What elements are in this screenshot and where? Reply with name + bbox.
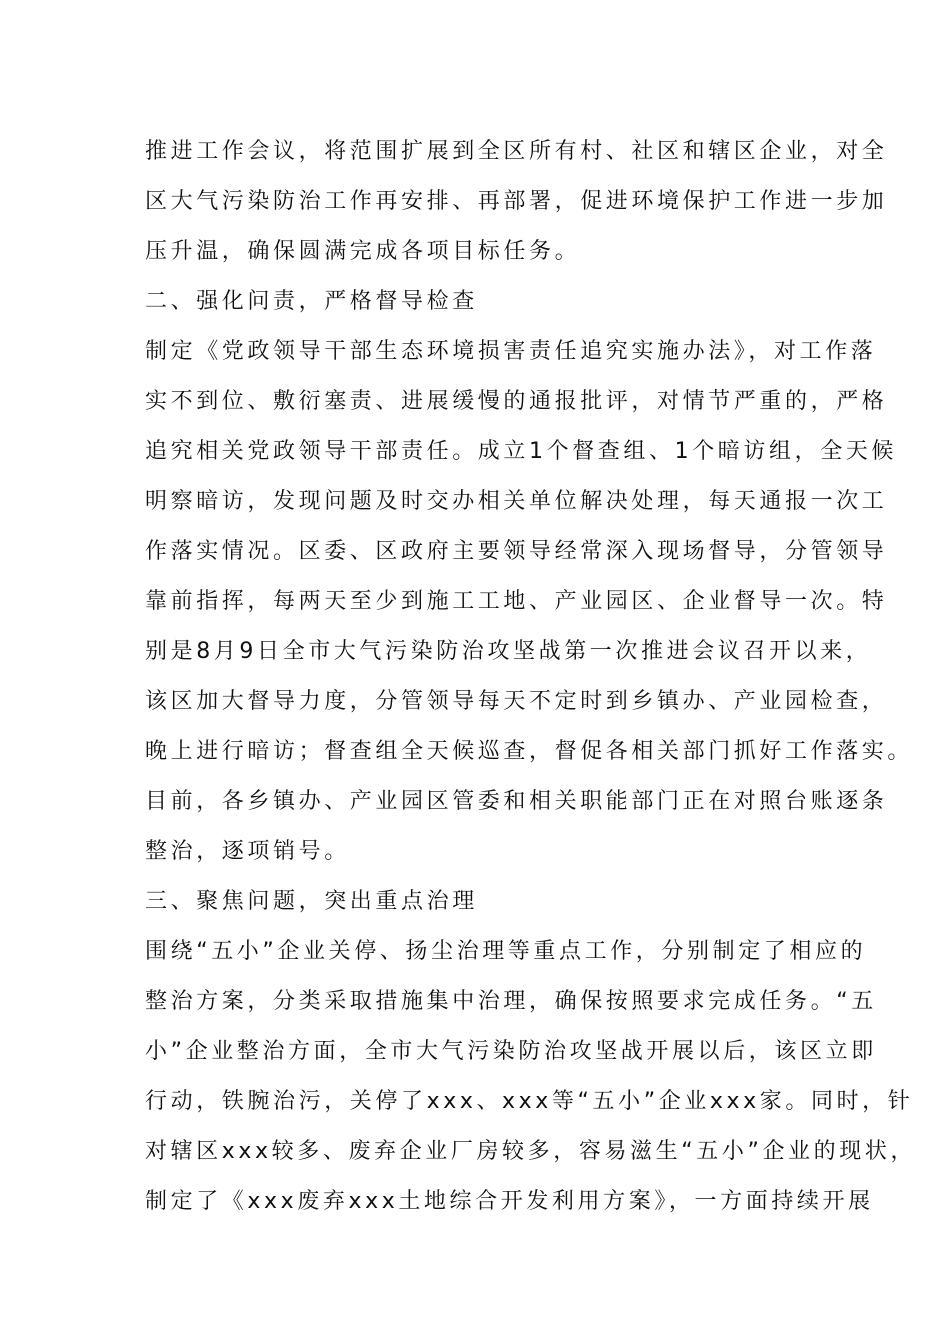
text-line: 压升温，确保圆满完成各项目标任务。 [145,239,581,264]
text-line: 明察暗访，发现问题及时交办相关单位解决处理，每天通报一次工 [145,489,888,514]
text-line: 作落实情况。区委、区政府主要领导经常深入现场督导，分管领导 [145,539,888,564]
text-line: 整治，逐项销号。 [145,839,350,864]
text-line: 目前，各乡镇办、产业园区管委和相关职能部门正在对照台账逐条 [145,789,888,814]
text-line: 整治方案，分类采取措施集中治理，确保按照要求完成任务。“五 [145,989,877,1014]
text-line: 区大气污染防治工作再安排、再部署，促进环境保护工作进一步加 [145,189,888,214]
text-line: 制定《党政领导干部生态环境损害责任追究实施办法》，对工作落 [145,339,877,364]
text-line: 别是8月9日全市大气污染防治攻坚战第一次推进会议召开以来， [145,639,872,664]
section-heading: 二、强化问责，严格督导检查 [145,289,478,314]
text-line: 对辖区xxx较多、废弃企业厂房较多，容易滋生“五小”企业的现状， [145,1139,917,1164]
text-line: 晚上进行暗访；督查组全天候巡查，督促各相关部门抓好工作落实。 [145,739,914,764]
text-line: 追究相关党政领导干部责任。成立1个督查组、1个暗访组，全天候 [145,439,897,464]
text-line: 行动，铁腕治污，关停了xxx、xxx等“五小”企业xxx家。同时，针 [145,1089,914,1114]
text-line: 制定了《xxx废弃xxx土地综合开发利用方案》，一方面持续开展 [145,1189,874,1214]
document-body [145,127,917,1227]
section-heading: 三、聚焦问题，突出重点治理 [145,889,478,914]
text-line: 实不到位、敷衍塞责、进展缓慢的通报批评，对情节严重的，严格 [145,389,888,414]
text-line: 靠前指挥，每两天至少到施工工地、产业园区、企业督导一次。特 [145,589,888,614]
text-line: 该区加大督导力度，分管领导每天不定时到乡镇办、产业园检查， [145,689,888,714]
text-line: 围绕“五小”企业关停、扬尘治理等重点工作，分别制定了相应的 [145,939,867,964]
text-line: 推进工作会议，将范围扩展到全区所有村、社区和辖区企业，对全 [145,139,888,164]
text-line: 小”企业整治方面，全市大气污染防治攻坚战开展以后，该区立即 [145,1039,877,1064]
